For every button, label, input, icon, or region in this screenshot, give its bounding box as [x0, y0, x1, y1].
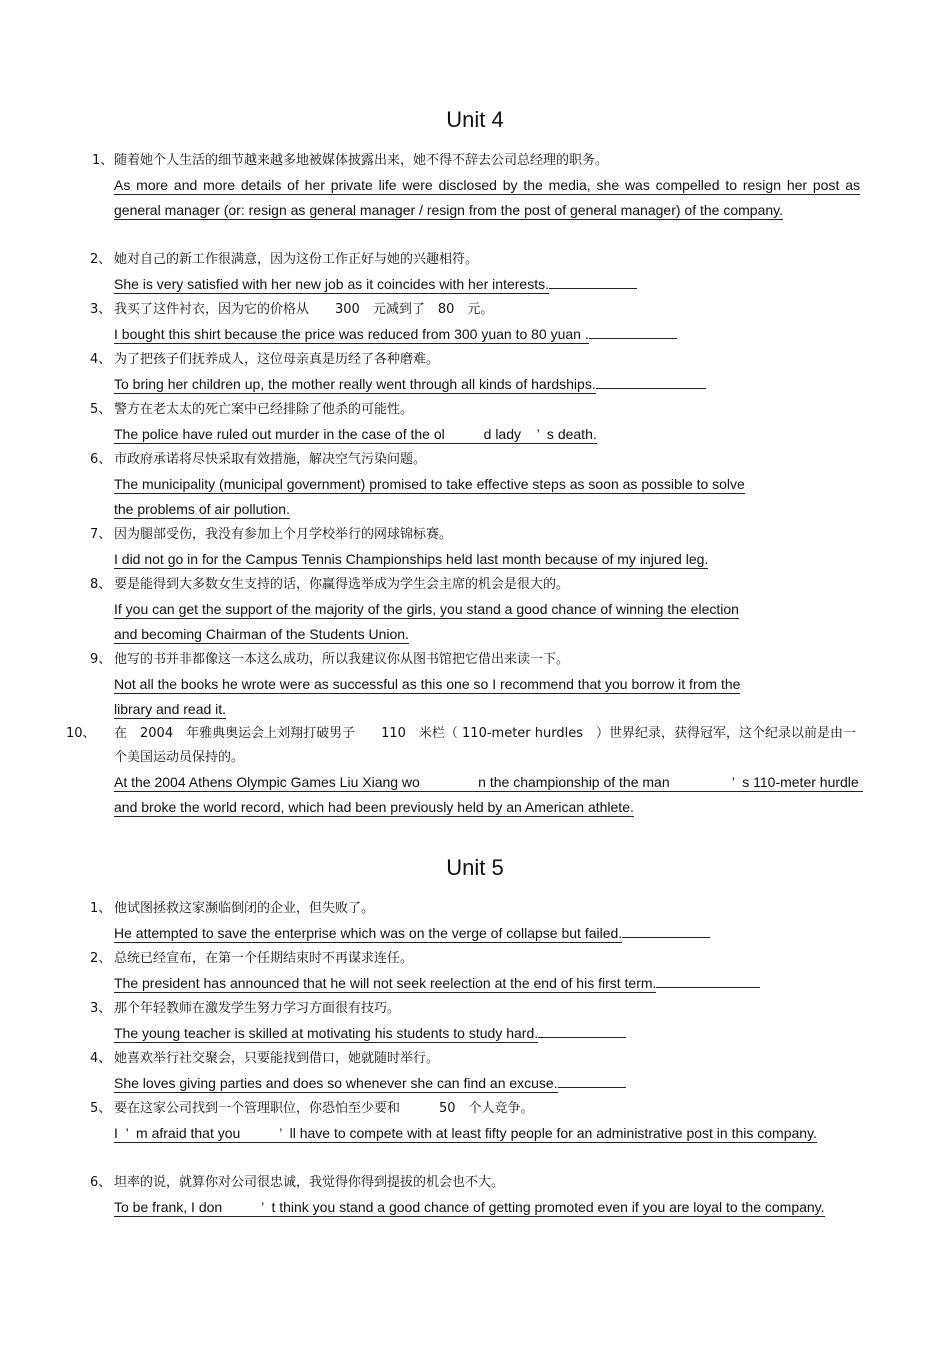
unit-4-item-10: [66, 722, 863, 820]
item-number: 4、: [90, 1051, 112, 1066]
english-translation: She loves giving parties and does so whenever she can find an excuse.: [114, 1071, 860, 1096]
unit-5-item-5: [90, 1096, 860, 1146]
english-translation: The police have ruled out murder in the case of the ol d lady ’ s death.: [114, 426, 597, 442]
item-number: 8、: [90, 577, 112, 592]
english-translation: Not all the books he wrote were as successful as this one so I recommend that you borrow it from the library and read it.: [114, 676, 741, 717]
unit-4-item-7: [90, 522, 860, 572]
chinese-sentence: 在 2004 年雅典奥运会上刘翔打破男子 110 米栏（ 110-meter hurdles ）世界纪录，获得冠军，这个纪录以前是由一个美国运动员保持的。: [114, 726, 856, 765]
chinese-sentence: 因为腿部受伤，我没有参加上个月学校举行的网球锦标赛。: [114, 527, 453, 542]
english-translation: I bought this shirt because the price was reduced from 300 yuan to 80 yuan .: [114, 322, 860, 347]
english-translation: I did not go in for the Campus Tennis Championships held last month because of my injured leg.: [114, 551, 709, 567]
unit-4-item-2: [90, 247, 860, 297]
item-number: 5、: [90, 1101, 112, 1116]
item-number: 3、: [90, 1001, 112, 1016]
item-number: 6、: [90, 452, 112, 467]
chinese-sentence: 要在这家公司找到一个管理职位，你恐怕至少要和 50 个人竞争。: [114, 1101, 534, 1116]
english-translation: To be frank, I don ’ t think you stand a good chance of getting promoted even if you are loyal to the company.: [114, 1199, 825, 1215]
english-translation: She is very satisfied with her new job as it coincides with her interests.: [114, 272, 860, 297]
chinese-sentence: 坦率的说，就算你对公司很忠诚，我觉得你得到提拔的机会也不大。: [114, 1175, 505, 1190]
unit-4-item-9: [90, 647, 860, 722]
english-translation: At the 2004 Athens Olympic Games Liu Xiang wo n the championship of the man ’ s 110-meter hurdle and broke the world record, which had been previously held by an American athlete.: [114, 774, 863, 815]
chinese-sentence: 市政府承诺将尽快采取有效措施，解决空气污染问题。: [114, 452, 427, 467]
chinese-sentence: 我买了这件衬衣，因为它的价格从 300 元减到了 80 元。: [114, 302, 494, 317]
english-translation: I ’ m afraid that you ’ ll have to compete with at least fifty people for an administrative post in this company.: [114, 1125, 817, 1141]
chinese-sentence: 她对自己的新工作很满意，因为这份工作正好与她的兴趣相符。: [114, 252, 479, 267]
item-number: 5、: [90, 402, 112, 417]
chinese-sentence: 随着她个人生活的细节越来越多地被媒体披露出来，她不得不辞去公司总经理的职务。: [114, 153, 609, 168]
english-translation: To bring her children up, the mother really went through all kinds of hardships.: [114, 372, 860, 397]
english-translation: The president has announced that he will not seek reelection at the end of his first term.: [114, 971, 860, 996]
item-number: 2、: [90, 951, 112, 966]
english-translation: He attempted to save the enterprise which was on the verge of collapse but failed.: [114, 921, 860, 946]
chinese-sentence: 为了把孩子们抚养成人，这位母亲真是历经了各种磨难。: [114, 352, 440, 367]
unit-5-item-3: [90, 996, 860, 1046]
item-number: 10、: [66, 726, 96, 741]
english-translation: As more and more details of her private life were disclosed by the media, she was compelled to resign her post as general manager (or: resign as general manager / resign from the post of general manager) of the company.: [114, 177, 860, 218]
unit-5-item-4: [90, 1046, 860, 1096]
chinese-sentence: 他试图拯救这家濒临倒闭的企业，但失败了。: [114, 901, 375, 916]
unit-4-item-6: [90, 447, 860, 522]
unit-5-item-1: [90, 896, 860, 946]
unit-5-title: Unit 5: [446, 855, 504, 880]
chinese-sentence: 警方在老太太的死亡案中已经排除了他杀的可能性。: [114, 402, 414, 417]
item-number: 6、: [90, 1175, 112, 1190]
unit-4-item-4: [90, 347, 860, 397]
item-number: 4、: [90, 352, 112, 367]
item-number: 9、: [90, 652, 112, 667]
item-number: 3、: [90, 302, 112, 317]
unit-5-item-2: [90, 946, 860, 996]
english-translation: If you can get the support of the majority of the girls, you stand a good chance of winning the election and becoming Chairman of the Students Union.: [114, 601, 739, 642]
item-number: 7、: [90, 527, 112, 542]
chinese-sentence: 要是能得到大多数女生支持的话，你赢得选举成为学生会主席的机会是很大的。: [114, 577, 570, 592]
english-translation: The young teacher is skilled at motivating his students to study hard.: [114, 1021, 860, 1046]
unit-4-item-8: [90, 572, 860, 647]
chinese-sentence: 他写的书并非都像这一本这么成功，所以我建议你从图书馆把它借出来读一下。: [114, 652, 570, 667]
chinese-sentence: 她喜欢举行社交聚会，只要能找到借口，她就随时举行。: [114, 1051, 440, 1066]
chinese-sentence: 总统已经宣布，在第一个任期结束时不再谋求连任。: [114, 951, 414, 966]
unit-4-item-1: [90, 148, 860, 223]
item-number: 1、: [92, 153, 114, 168]
unit-4-title: Unit 4: [446, 107, 504, 132]
chinese-sentence: 那个年轻教师在激发学生努力学习方面很有技巧。: [114, 1001, 401, 1016]
unit-4-item-5: [90, 397, 860, 447]
unit-4-item-3: [90, 297, 860, 347]
item-number: 1、: [90, 901, 112, 916]
unit-5-item-6: [90, 1170, 860, 1220]
item-number: 2、: [90, 252, 112, 267]
english-translation: The municipality (municipal government) promised to take effective steps as soon as possible to solve the problems of air pollution.: [114, 476, 745, 517]
